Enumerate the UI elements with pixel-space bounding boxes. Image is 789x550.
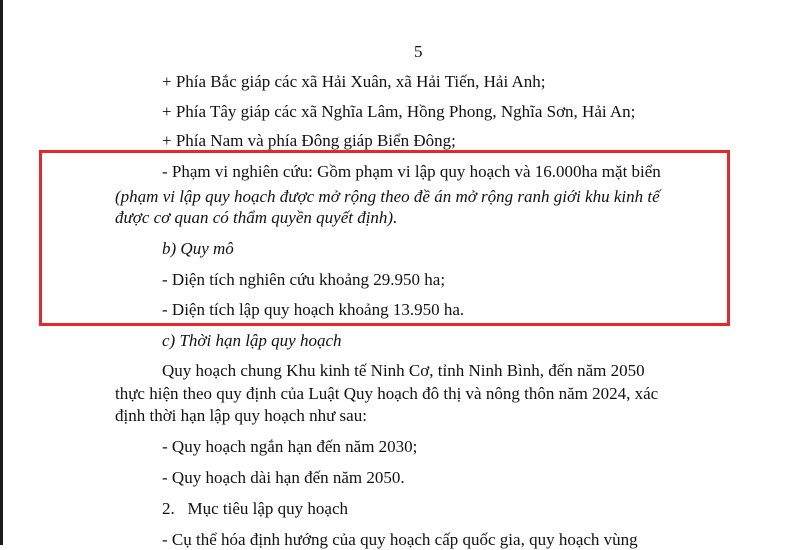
boundary-west-line: + Phía Tây giáp các xã Nghĩa Lâm, Hồng Phong, Nghĩa Sơn, Hải An;: [162, 102, 636, 121]
paragraph-line-2: thực hiện theo quy định của Luật Quy hoạch đô thị và nông thôn năm 2024, xác: [115, 384, 659, 403]
planning-area-line: - Diện tích lập quy hoạch khoảng 13.950 ha.: [162, 300, 465, 319]
study-scope-line: - Phạm vi nghiên cứu: Gồm phạm vi lập quy hoạch và 16.000ha mặt biển: [162, 162, 661, 181]
boundary-south-east-line: + Phía Nam và phía Đông giáp Biển Đông;: [162, 131, 456, 150]
section-2-heading: 2. Mục tiêu lập quy hoạch: [162, 499, 349, 518]
boundary-north-line: + Phía Bắc giáp các xã Hải Xuân, xã Hải Tiến, Hải Anh;: [162, 72, 546, 91]
paragraph-line-3: định thời hạn lập quy hoạch như sau:: [115, 406, 367, 425]
page-left-edge: [0, 0, 3, 545]
page-number: 5: [414, 42, 423, 61]
study-scope-note-line-1: (phạm vi lập quy hoạch được mở rộng theo đề án mở rộng ranh giới khu kinh tế: [115, 187, 660, 206]
highlight-box: [39, 150, 730, 326]
cut-off-line: - Cụ thể hóa định hướng của quy hoạch cấp quốc gia, quy hoạch vùng: [162, 530, 638, 549]
short-term-line: - Quy hoạch ngắn hạn đến năm 2030;: [162, 437, 418, 456]
paragraph-line-1: Quy hoạch chung Khu kinh tế Ninh Cơ, tỉnh Ninh Bình, đến năm 2050: [162, 361, 645, 380]
heading-scale: b) Quy mô: [162, 239, 234, 258]
study-area-line: - Diện tích nghiên cứu khoảng 29.950 ha;: [162, 270, 446, 289]
long-term-line: - Quy hoạch dài hạn đến năm 2050.: [162, 468, 405, 487]
heading-planning-period: c) Thời hạn lập quy hoạch: [162, 331, 342, 350]
study-scope-note-line-2: được cơ quan có thẩm quyền quyết định).: [115, 208, 398, 227]
